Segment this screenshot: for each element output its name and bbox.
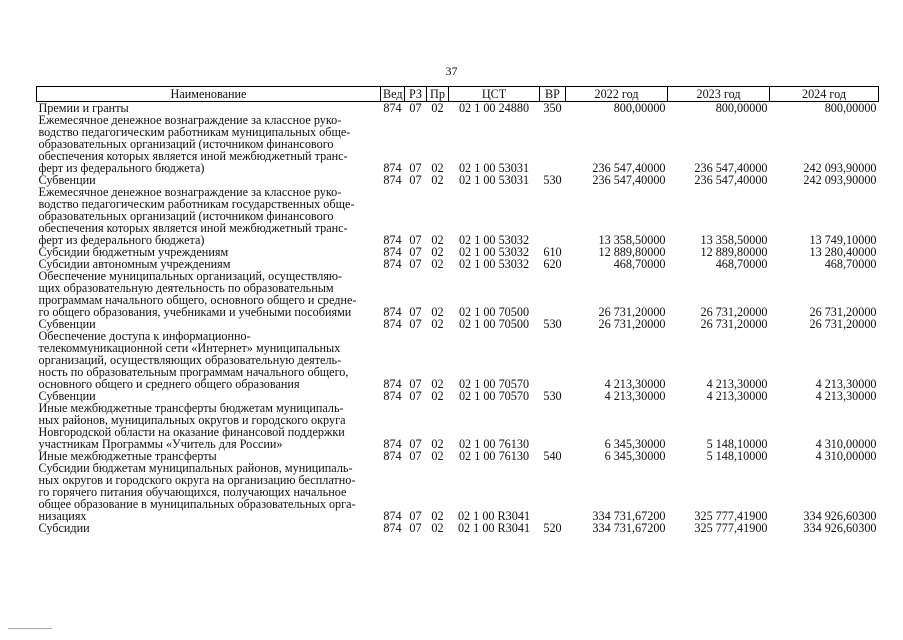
cell-pr: 02 [431, 257, 444, 271]
cell-vr [540, 270, 566, 318]
cell-vr [540, 402, 566, 450]
cell-y2023: 5 148,10000 [706, 449, 768, 463]
cell-pr: 02 [431, 449, 444, 463]
cell-rz: 07 [409, 509, 422, 523]
cell-vr [540, 186, 566, 246]
cell-rz: 07 [409, 377, 422, 391]
budget-table [36, 86, 879, 534]
cell-pr: 02 [431, 437, 444, 451]
cell-ved: 874 [383, 245, 402, 259]
cell-name: Обеспечение муниципальных организаций, осуществляю- щих образовательную деятельность по образовательным программам начального общего, основного общего и средне- го общего образования, учебниками и учебными пособиями [38, 269, 357, 319]
cell-y2023: 325 777,41900 [694, 521, 768, 535]
cell-y2022: 6 345,30000 [604, 449, 666, 463]
cell-cst: 02 1 00 53032 [458, 257, 530, 271]
cell-vr: 350 [543, 101, 562, 115]
cell-rz: 07 [409, 257, 422, 271]
cell-ved: 874 [383, 389, 402, 403]
cell-y2024: 4 213,30000 [815, 389, 877, 403]
cell-y2022: 800,00000 [613, 101, 666, 115]
cell-rz: 07 [409, 317, 422, 331]
cell-cst: 02 1 00 70570 [458, 389, 530, 403]
cell-y2022: 26 731,20000 [598, 305, 666, 319]
cell-rz: 07 [409, 389, 422, 403]
cell-y2023: 800,00000 [715, 101, 768, 115]
cell-rz: 07 [409, 173, 422, 187]
cell-vr: 610 [543, 245, 562, 259]
cell-ved: 874 [383, 101, 402, 115]
cell-vr: 530 [543, 389, 562, 403]
cell-y2022: 334 731,67200 [592, 521, 666, 535]
cell-pr: 02 [431, 521, 444, 535]
cell-cst: 02 1 00 24880 [458, 101, 530, 115]
cell-y2023: 236 547,40000 [694, 161, 768, 175]
cell-name: Субсидии бюджетам муниципальных районов, муниципаль- ных округов и городского округа на организацию бесплатно- го горячего питания обучающихся, получающих начальное общее образование в муниципальных образовательных орга- низациях [38, 461, 356, 523]
cell-vr [540, 114, 566, 174]
col-header-vr: ВР [540, 87, 566, 102]
cell-pr: 02 [431, 233, 444, 247]
cell-y2024: 13 280,40000 [809, 245, 877, 259]
col-header-name: Наименование [37, 87, 381, 102]
cell-cst: 02 1 00 76130 [458, 437, 530, 451]
cell-y2024: 4 310,00000 [815, 437, 877, 451]
cell-y2024: 4 310,00000 [815, 449, 877, 463]
cell-y2022: 13 358,50000 [598, 233, 666, 247]
cell-y2024: 13 749,10000 [809, 233, 877, 247]
cell-y2024: 334 926,60300 [803, 521, 877, 535]
cell-rz: 07 [409, 449, 422, 463]
cell-y2023: 236 547,40000 [694, 173, 768, 187]
cell-y2023: 26 731,20000 [700, 305, 768, 319]
cell-y2022: 334 731,67200 [592, 509, 666, 523]
cell-ved: 874 [383, 317, 402, 331]
cell-ved: 874 [383, 173, 402, 187]
cell-y2024: 800,00000 [824, 101, 877, 115]
cell-y2022: 6 345,30000 [604, 437, 666, 451]
col-header-2024: 2024 год [770, 87, 879, 102]
col-header-ved: Вед [381, 87, 405, 102]
cell-vr: 520 [543, 521, 562, 535]
cell-y2022: 236 547,40000 [592, 161, 666, 175]
cell-name: Субсидии [38, 521, 90, 535]
col-header-rz: РЗ [405, 87, 427, 102]
cell-ved: 874 [383, 233, 402, 247]
cell-cst: 02 1 00 53032 [458, 233, 530, 247]
cell-y2024: 26 731,20000 [809, 317, 877, 331]
cell-cst: 02 1 00 70500 [458, 317, 530, 331]
cell-vr: 540 [543, 449, 562, 463]
cell-ved: 874 [383, 521, 402, 535]
cell-ved: 874 [383, 161, 402, 175]
cell-rz: 07 [409, 233, 422, 247]
cell-rz: 07 [409, 437, 422, 451]
cell-y2024: 468,70000 [824, 257, 877, 271]
cell-vr [540, 330, 566, 390]
cell-name: Премии и гранты [38, 101, 129, 115]
cell-y2023: 13 358,50000 [700, 233, 768, 247]
col-header-2022: 2022 год [566, 87, 668, 102]
cell-name: Обеспечение доступа к информационно- телекоммуникационной сети «Интернет» муниципальных организаций, осуществляющих образовательную деятель- ность по образовательным программам начального общего, основного общего и среднего общего образования [38, 329, 349, 391]
cell-pr: 02 [431, 161, 444, 175]
footer-divider [8, 628, 52, 629]
col-header-pr: Пр [427, 87, 449, 102]
cell-vr [540, 462, 566, 522]
cell-pr: 02 [431, 389, 444, 403]
cell-y2022: 12 889,80000 [598, 245, 666, 259]
cell-name: Субсидии бюджетным учреждениям [38, 245, 229, 259]
cell-rz: 07 [409, 305, 422, 319]
cell-rz: 07 [409, 245, 422, 259]
cell-cst: 02 1 00 70500 [458, 305, 530, 319]
table-row [37, 114, 879, 174]
cell-y2024: 242 093,90000 [803, 161, 877, 175]
cell-cst: 02 1 00 76130 [458, 449, 530, 463]
table-row [37, 270, 879, 318]
cell-pr: 02 [431, 509, 444, 523]
table-header-row [37, 87, 879, 102]
cell-pr: 02 [431, 317, 444, 331]
cell-ved: 874 [383, 449, 402, 463]
cell-rz: 07 [409, 101, 422, 115]
cell-y2024: 334 926,60300 [803, 509, 877, 523]
cell-name: Субсидии автономным учреждениям [38, 257, 231, 271]
cell-y2022: 236 547,40000 [592, 173, 666, 187]
table-row [37, 330, 879, 390]
cell-y2024: 26 731,20000 [809, 305, 877, 319]
cell-rz: 07 [409, 521, 422, 535]
cell-ved: 874 [383, 509, 402, 523]
cell-y2024: 242 093,90000 [803, 173, 877, 187]
cell-rz: 07 [409, 161, 422, 175]
page-number: 37 [445, 64, 458, 78]
cell-name: Иные межбюджетные трансферты бюджетам муниципаль- ных районов, муниципальных округов и городского округа Новгородской области на оказание финансовой поддержки участникам Программы «Учитель для России» [38, 401, 346, 451]
cell-ved: 874 [383, 305, 402, 319]
cell-cst: 02 1 00 70570 [458, 377, 530, 391]
cell-ved: 874 [383, 257, 402, 271]
cell-name: Ежемесячное денежное вознаграждение за классное руко- водство педагогическим работникам государственных обще- образовательных организаций (источником финансового обеспечения которых является иной межбюджетный транс- ферт из федерального бюджета) [38, 185, 355, 247]
cell-cst: 02 1 00 53032 [458, 245, 530, 259]
cell-cst: 02 1 00 R3041 [457, 521, 531, 535]
cell-y2022: 468,70000 [613, 257, 666, 271]
cell-name: Субвенции [38, 389, 96, 403]
cell-cst: 02 1 00 R3041 [457, 509, 531, 523]
cell-y2023: 12 889,80000 [700, 245, 768, 259]
cell-ved: 874 [383, 377, 402, 391]
cell-cst: 02 1 00 53031 [458, 161, 530, 175]
col-header-cst: ЦСТ [449, 87, 540, 102]
cell-pr: 02 [431, 101, 444, 115]
cell-name: Субвенции [38, 317, 96, 331]
cell-y2023: 26 731,20000 [700, 317, 768, 331]
cell-vr: 530 [543, 173, 562, 187]
cell-vr: 530 [543, 317, 562, 331]
cell-ved: 874 [383, 437, 402, 451]
cell-pr: 02 [431, 245, 444, 259]
cell-vr: 620 [543, 257, 562, 271]
table-row [37, 522, 879, 534]
cell-y2023: 468,70000 [715, 257, 768, 271]
cell-y2022: 26 731,20000 [598, 317, 666, 331]
cell-y2022: 4 213,30000 [604, 377, 666, 391]
cell-y2023: 325 777,41900 [694, 509, 768, 523]
cell-y2023: 4 213,30000 [706, 389, 768, 403]
cell-y2022: 4 213,30000 [604, 389, 666, 403]
cell-y2023: 4 213,30000 [706, 377, 768, 391]
table-row [37, 402, 879, 450]
cell-cst: 02 1 00 53031 [458, 173, 530, 187]
cell-name: Иные межбюджетные трансферты [38, 449, 217, 463]
cell-pr: 02 [431, 173, 444, 187]
table-row [37, 186, 879, 246]
cell-y2024: 4 213,30000 [815, 377, 877, 391]
table-row [37, 462, 879, 522]
cell-name: Ежемесячное денежное вознаграждение за классное руко- водство педагогическим работникам муниципальных обще- образовательных организаций (источником финансового обеспечения которых является иной межбюджетный транс- ферт из федерального бюджета) [38, 113, 351, 175]
cell-pr: 02 [431, 305, 444, 319]
cell-y2023: 5 148,10000 [706, 437, 768, 451]
cell-pr: 02 [431, 377, 444, 391]
table-body [37, 102, 879, 535]
cell-name: Субвенции [38, 173, 96, 187]
col-header-2023: 2023 год [668, 87, 770, 102]
